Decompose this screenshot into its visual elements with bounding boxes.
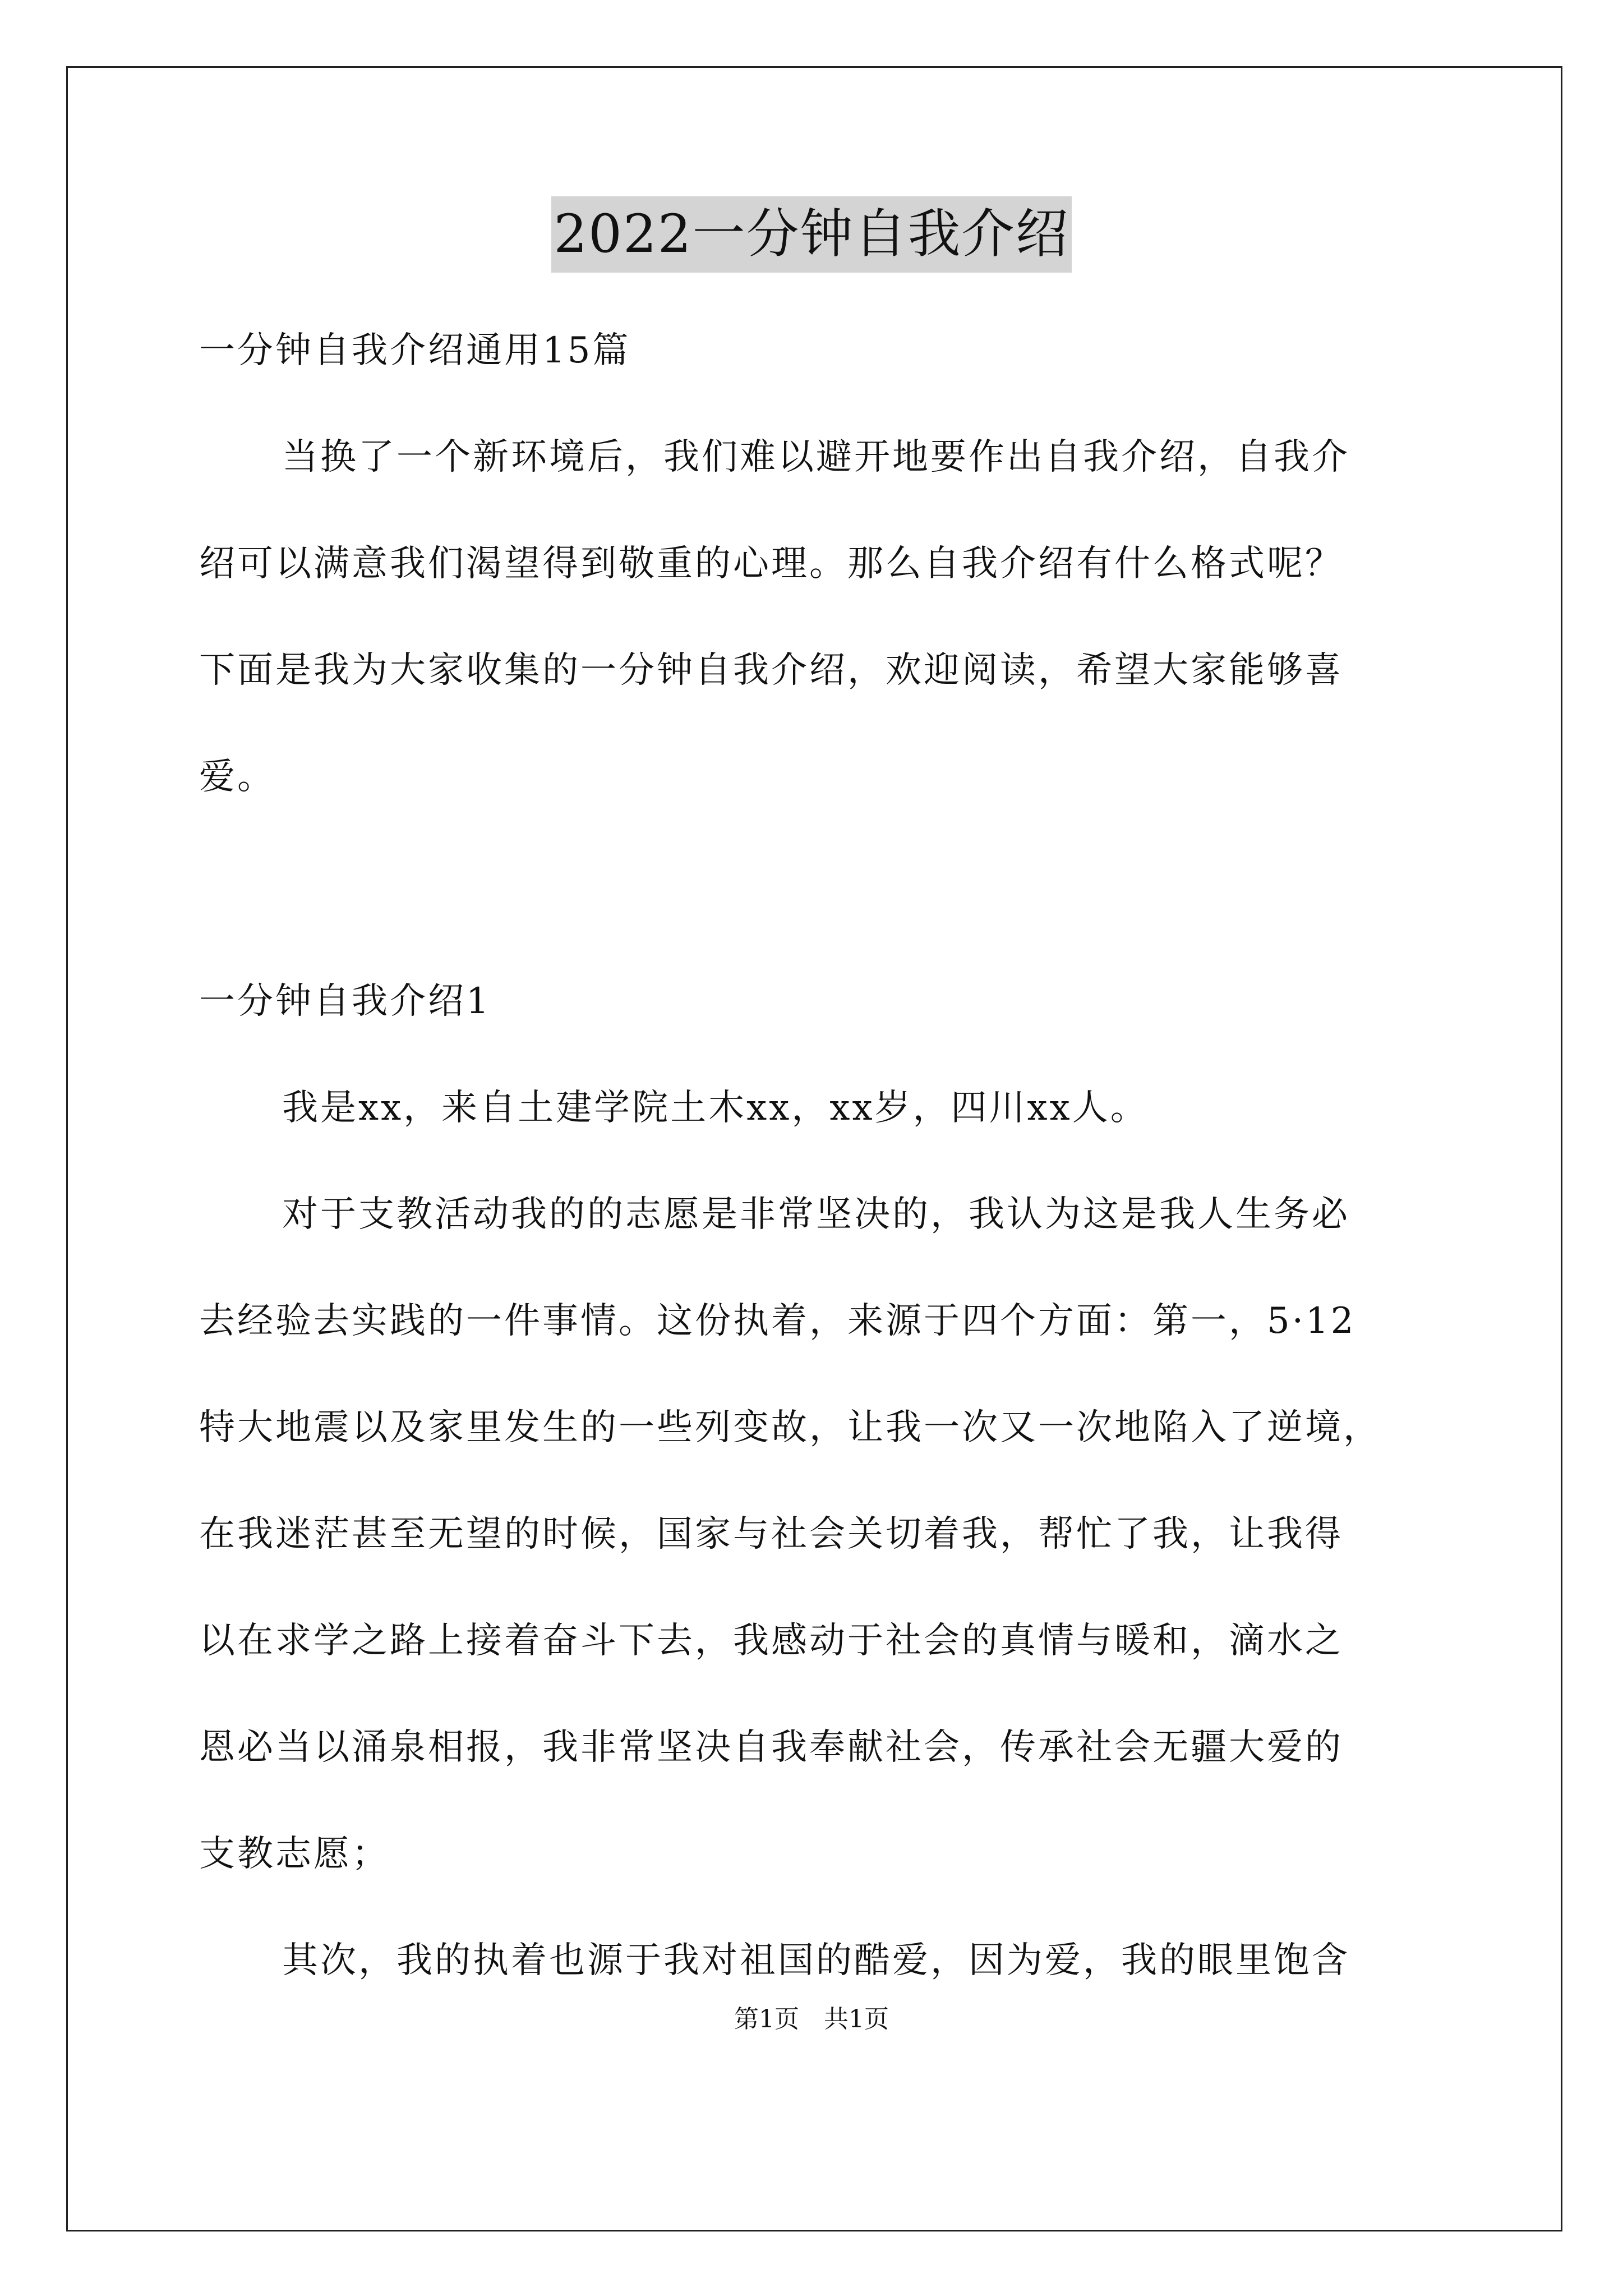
intro-line-1: 当换了一个新环境后，我们难以避开地要作出自我介绍，自我介 bbox=[282, 436, 1350, 478]
title-container bbox=[0, 196, 1623, 273]
paragraph-3: 其次，我的执着也源于我对祖国的酷爱，因为爱，我的眼里饱含 bbox=[282, 1940, 1350, 1981]
page-footer: 第1页 共1页 bbox=[734, 2005, 889, 2033]
paragraph-1: 我是xx，来自土建学院土木xx，xx岁，四川xx人。 bbox=[282, 1087, 1149, 1129]
paragraph-2-line-4: 在我迷茫甚至无望的时候，国家与社会关切着我，帮忙了我，让我得 bbox=[199, 1513, 1343, 1555]
document-title: 2022一分钟自我介绍 bbox=[551, 196, 1071, 273]
paragraph-2-line-7: 支教志愿； bbox=[199, 1833, 390, 1875]
paragraph-2-line-2: 去经验去实践的一件事情。这份执着，来源于四个方面：第一，5·12 bbox=[199, 1300, 1356, 1342]
section-heading: 一分钟自我介绍1 bbox=[199, 981, 491, 1022]
paragraph-2-line-5: 以在求学之路上接着奋斗下去，我感动于社会的真情与暖和，滴水之 bbox=[199, 1620, 1343, 1662]
paragraph-2-line-1: 对于支教活动我的的志愿是非常坚决的，我认为这是我人生务必 bbox=[282, 1194, 1350, 1235]
intro-line-2: 绍可以满意我们渴望得到敬重的心理。那么自我介绍有什么格式呢？ bbox=[199, 543, 1343, 585]
paragraph-2-line-3: 特大地震以及家里发生的一些列变故，让我一次又一次地陷入了逆境， bbox=[199, 1407, 1381, 1448]
intro-line-3: 下面是我为大家收集的一分钟自我介绍，欢迎阅读，希望大家能够喜 bbox=[199, 650, 1343, 691]
paragraph-2-line-6: 恩必当以涌泉相报，我非常坚决自我奉献社会，传承社会无疆大爱的 bbox=[199, 1727, 1343, 1768]
subtitle: 一分钟自我介绍通用15篇 bbox=[199, 330, 631, 371]
intro-line-4: 爱。 bbox=[199, 756, 275, 798]
